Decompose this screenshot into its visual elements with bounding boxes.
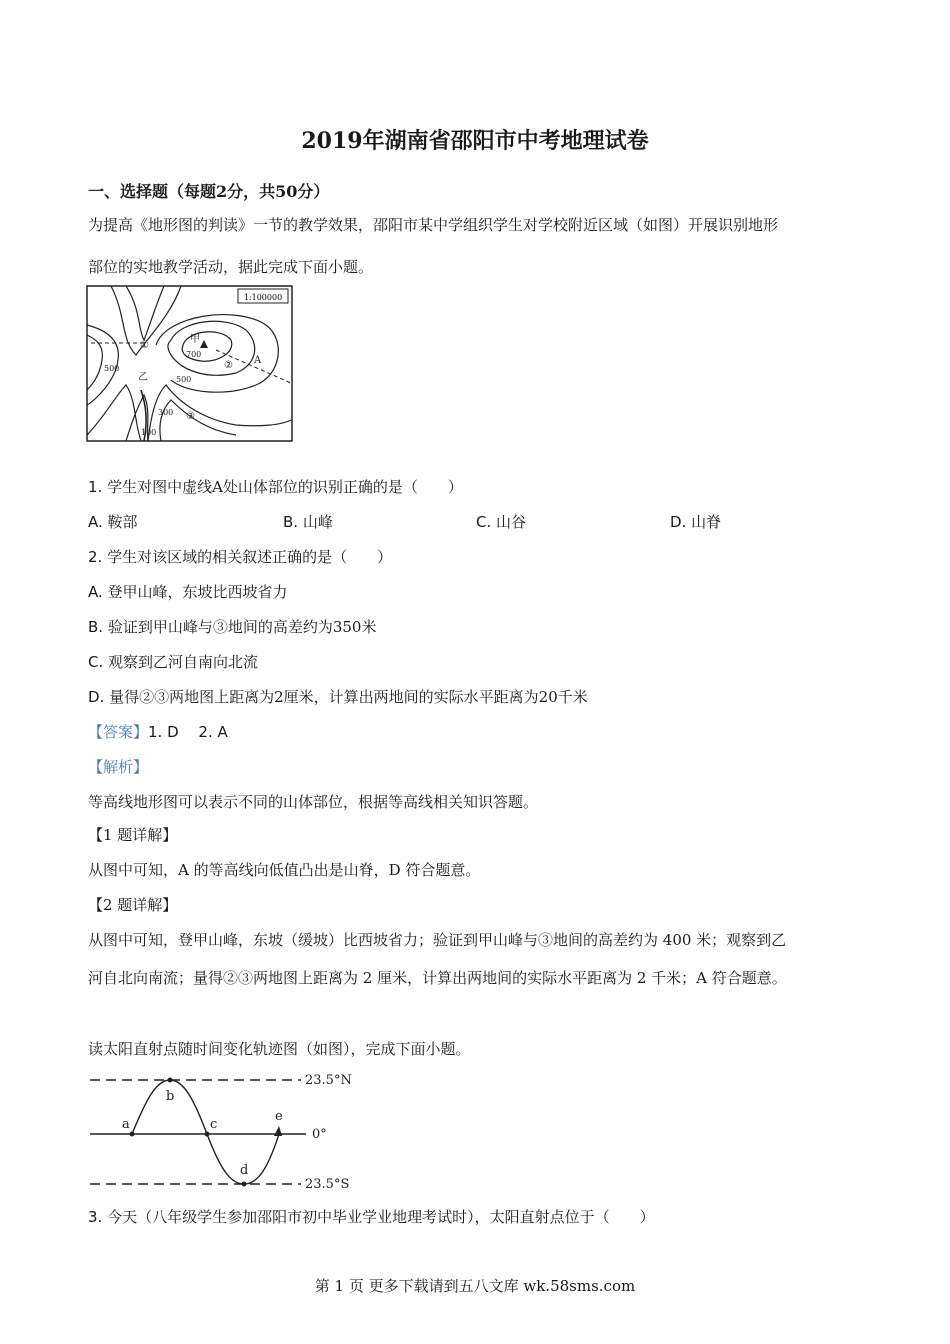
lat-equator-label: 0°	[312, 1127, 327, 1142]
point-d: d	[240, 1163, 249, 1178]
q1-option-d[interactable]: D. 山脊	[670, 513, 722, 531]
svg-text:①: ①	[140, 340, 149, 351]
svg-text:③: ③	[186, 411, 195, 422]
point-b: b	[166, 1089, 175, 1104]
detail-1-text: 从图中可知，A 的等高线向低值凸出是山脊，D 符合题意。	[88, 861, 481, 879]
point-e: e	[275, 1109, 283, 1124]
point-a: a	[122, 1117, 130, 1132]
intro-line: 为提高《地形图的判读》一节的教学效果，邵阳市某中学组织学生对学校附近区域（如图）开展识别地形	[88, 216, 779, 234]
analysis-label: 【解析】	[88, 758, 149, 776]
answer-line	[88, 721, 228, 742]
detail-2-label: 【2 题详解】	[88, 896, 178, 914]
q1-option-c[interactable]: C. 山谷	[476, 513, 527, 531]
q1-option-b[interactable]: B. 山峰	[283, 513, 333, 531]
section-heading: 一、选择题（每题2分，共50分）	[88, 182, 330, 201]
detail-1-label: 【1 题详解】	[88, 826, 178, 844]
svg-text:500: 500	[176, 375, 192, 384]
question-1: 1. 学生对图中虚线A处山体部位的识别正确的是（ ）	[88, 478, 463, 496]
intro-line: 部位的实地教学活动，据此完成下面小题。	[88, 258, 374, 276]
svg-text:500: 500	[104, 364, 120, 373]
svg-text:乙: 乙	[138, 372, 148, 383]
answer-value: 1. D 2. A	[148, 723, 228, 741]
lat-north-label: 23.5°N	[305, 1073, 352, 1088]
svg-text:700: 700	[186, 350, 202, 359]
sun-track-figure	[86, 1070, 356, 1192]
point-c: c	[210, 1117, 218, 1132]
map-scale: 1:100000	[243, 293, 283, 302]
contour-map-figure	[86, 285, 294, 445]
detail-2-line: 从图中可知，登甲山峰，东坡（缓坡）比西坡省力；验证到甲山峰与③地间的高差约为 400 米；观察到乙	[88, 931, 787, 949]
page-title: 2019年湖南省邵阳市中考地理试卷	[301, 128, 649, 154]
question-3: 3. 今天（八年级学生参加邵阳市初中毕业学业地理考试时），太阳直射点位于（ ）	[88, 1208, 655, 1226]
q2-option-b[interactable]: B. 验证到甲山峰与③地间的高差约为350米	[88, 618, 377, 636]
question-2: 2. 学生对该区域的相关叙述正确的是（ ）	[88, 548, 393, 566]
answer-label: 【答案】	[88, 723, 149, 741]
intro-2: 读太阳直射点随时间变化轨迹图（如图），完成下面小题。	[88, 1040, 471, 1058]
q2-option-d[interactable]: D. 量得②③两地图上距离为2厘米，计算出两地间的实际水平距离为20千米	[88, 688, 588, 706]
arrow-icon	[274, 1126, 282, 1136]
lat-south-label: 23.5°S	[305, 1177, 350, 1192]
detail-2-line: 河自北向南流；量得②③两地图上距离为 2 厘米，计算出两地间的实际水平距离为 2 千米；A 符合题意。	[88, 969, 787, 987]
svg-text:A: A	[254, 355, 262, 366]
analysis-intro: 等高线地形图可以表示不同的山体部位，根据等高线相关知识答题。	[88, 793, 539, 811]
svg-text:甲: 甲	[190, 334, 200, 345]
svg-text:②: ②	[224, 360, 233, 371]
q1-option-a[interactable]: A. 鞍部	[88, 513, 138, 531]
svg-text:100: 100	[141, 428, 157, 437]
q2-option-a[interactable]: A. 登甲山峰，东坡比西坡省力	[88, 583, 288, 601]
svg-text:300: 300	[158, 408, 174, 417]
q2-option-c[interactable]: C. 观察到乙河自南向北流	[88, 653, 259, 671]
page-footer: 第 1 页 更多下载请到五八文库 wk.58sms.com	[314, 1277, 636, 1295]
